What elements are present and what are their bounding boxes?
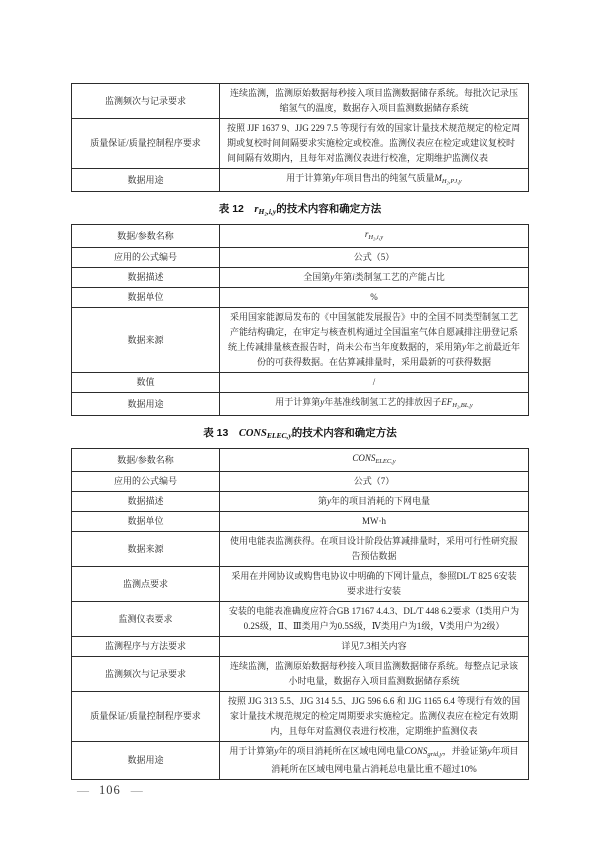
- row-data-source: [72, 532, 529, 567]
- row-value: 用于计算第y年的项目消耗所在区域电网电量$CONS_{grid,y}$，并验证第y年项目消耗所在区域电网电量占消耗总电量比重不超过10%: [220, 742, 529, 780]
- row-label: 质量保证/质量控制程序要求: [72, 692, 220, 742]
- row-value: 用于计算第y年项目售出的纯氢气质量$M_{H_2,PJ,y}$: [220, 169, 529, 192]
- row-value: 使用电能表监测获得。在项目设计阶段估算减排量时，采用可行性研究报告预估数据: [220, 532, 529, 567]
- row-value: 按照 JJG 313 5.5、JJG 314 5.5、JJG 596 6.6 和 JJG 1165 6.4 等现行有效的国家计量技术规范规定的检定周期要求实施检定。监测仪表应在检定有效期内，且每年对监测仪表进行校准，定期维护监测仪表: [220, 692, 529, 742]
- row-qa-qc: [72, 119, 529, 169]
- row-monitor-frequency: [72, 657, 529, 692]
- row-value: %: [220, 288, 529, 308]
- row-value: 详见7.3相关内容: [220, 637, 529, 657]
- row-label: 数据/参数名称: [72, 225, 220, 248]
- row-value: 第y年的项目消耗的下网电量: [220, 492, 529, 512]
- row-label: 监测频次与记录要求: [72, 657, 220, 692]
- row-param-name: [72, 225, 529, 248]
- row-value: 公式（5）: [220, 248, 529, 268]
- row-data-use: [72, 393, 529, 416]
- table-11-continuation: [71, 83, 529, 192]
- row-data-desc: [72, 268, 529, 288]
- row-value: 按照 JJF 1637 9、JJG 229 7.5 等现行有效的国家计量技术规范规定的检定周期或复校时间间隔要求实施检定或校准。监测仪表应在检定或建议复校时间间隔有效期内，且每年对监测仪表进行校准，定期维护监测仪表: [220, 119, 529, 169]
- row-label: 监测仪表要求: [72, 602, 220, 637]
- row-qa-qc: [72, 692, 529, 742]
- row-label: 数据用途: [72, 169, 220, 192]
- table-12-caption: 表 12 rH₂,i,y的技术内容和确定方法: [218, 203, 382, 216]
- row-label: 数据用途: [72, 393, 220, 416]
- page-content: [71, 83, 529, 780]
- table-13-caption: 表 13 CONSELEC,y的技术内容和确定方法: [203, 427, 397, 440]
- row-label: 监测点要求: [72, 567, 220, 602]
- row-value: 用于计算第y年基准线制氢工艺的排放因子$EF_{H_2,BL,y}$: [220, 393, 529, 416]
- row-value: 连续监测，监测原始数据每秒接入项目监测数据储存系统。每整点记录该小时电量，数据存入项目监测数据储存系统: [220, 657, 529, 692]
- row-data-unit: [72, 512, 529, 532]
- row-monitor-procedure: [72, 637, 529, 657]
- row-data-desc: [72, 492, 529, 512]
- row-value: 采用国家能源局发布的《中国氢能发展报告》中的全国不同类型制氢工艺产能结构确定，在审定与核查机构通过全国温室气体自愿减排注册登记系统上传减排量核查报告时，尚未公布当年度数据的，采用第y年之前最近年份的可获得数据。在估算减排量时，采用最新的可获得数据: [220, 308, 529, 373]
- row-value: $r_{H_2,i,y}$: [220, 225, 529, 248]
- row-param-name: [72, 449, 529, 472]
- row-label: 数据来源: [72, 532, 220, 567]
- row-label: 应用的公式编号: [72, 472, 220, 492]
- row-data-use: [72, 169, 529, 192]
- row-label: 应用的公式编号: [72, 248, 220, 268]
- row-value: MW·h: [220, 512, 529, 532]
- row-data-use: [72, 742, 529, 780]
- row-monitor-instrument: [72, 602, 529, 637]
- row-data-unit: [72, 288, 529, 308]
- row-label: 数据来源: [72, 308, 220, 373]
- row-monitor-frequency: [72, 84, 529, 119]
- table-12: [71, 224, 529, 416]
- row-label: 数据/参数名称: [72, 449, 220, 472]
- page-number: 106: [99, 783, 121, 797]
- table-13: [71, 448, 529, 780]
- row-data-source: [72, 308, 529, 373]
- footer-dash-right: —: [130, 783, 143, 797]
- footer-dash-left: —: [77, 783, 89, 797]
- row-label: 监测频次与记录要求: [72, 84, 220, 119]
- page-footer: [77, 783, 143, 798]
- row-value: $CONS_{ELEC,y}$: [220, 449, 529, 472]
- row-value: 采用在并网协议或购售电协议中明确的下网计量点，参照DL/T 825 6安装要求进行安装: [220, 567, 529, 602]
- row-value: 连续监测，监测原始数据每秒接入项目监测数据储存系统。每批次记录压缩氢气的温度，数据存入项目监测数据储存系统: [220, 84, 529, 119]
- row-formula-no: [72, 248, 529, 268]
- row-label: 质量保证/质量控制程序要求: [72, 119, 220, 169]
- row-label: 数据单位: [72, 512, 220, 532]
- row-label: 数据描述: [72, 268, 220, 288]
- row-value: /: [220, 373, 529, 393]
- row-value: 全国第y年第i类制氢工艺的产能占比: [220, 268, 529, 288]
- row-formula-no: [72, 472, 529, 492]
- row-label: 数值: [72, 373, 220, 393]
- row-numeric-value: [72, 373, 529, 393]
- row-value: 安装的电能表准确度应符合GB 17167 4.4.3、DL/T 448 6.2要求（Ⅰ类用户为0.2S级，Ⅱ、Ⅲ类用户为0.5S级，Ⅳ类用户为1级，Ⅴ类用户为2级）: [220, 602, 529, 637]
- row-value: 公式（7）: [220, 472, 529, 492]
- row-label: 数据描述: [72, 492, 220, 512]
- row-monitor-point: [72, 567, 529, 602]
- row-label: 监测程序与方法要求: [72, 637, 220, 657]
- row-label: 数据用途: [72, 742, 220, 780]
- row-label: 数据单位: [72, 288, 220, 308]
